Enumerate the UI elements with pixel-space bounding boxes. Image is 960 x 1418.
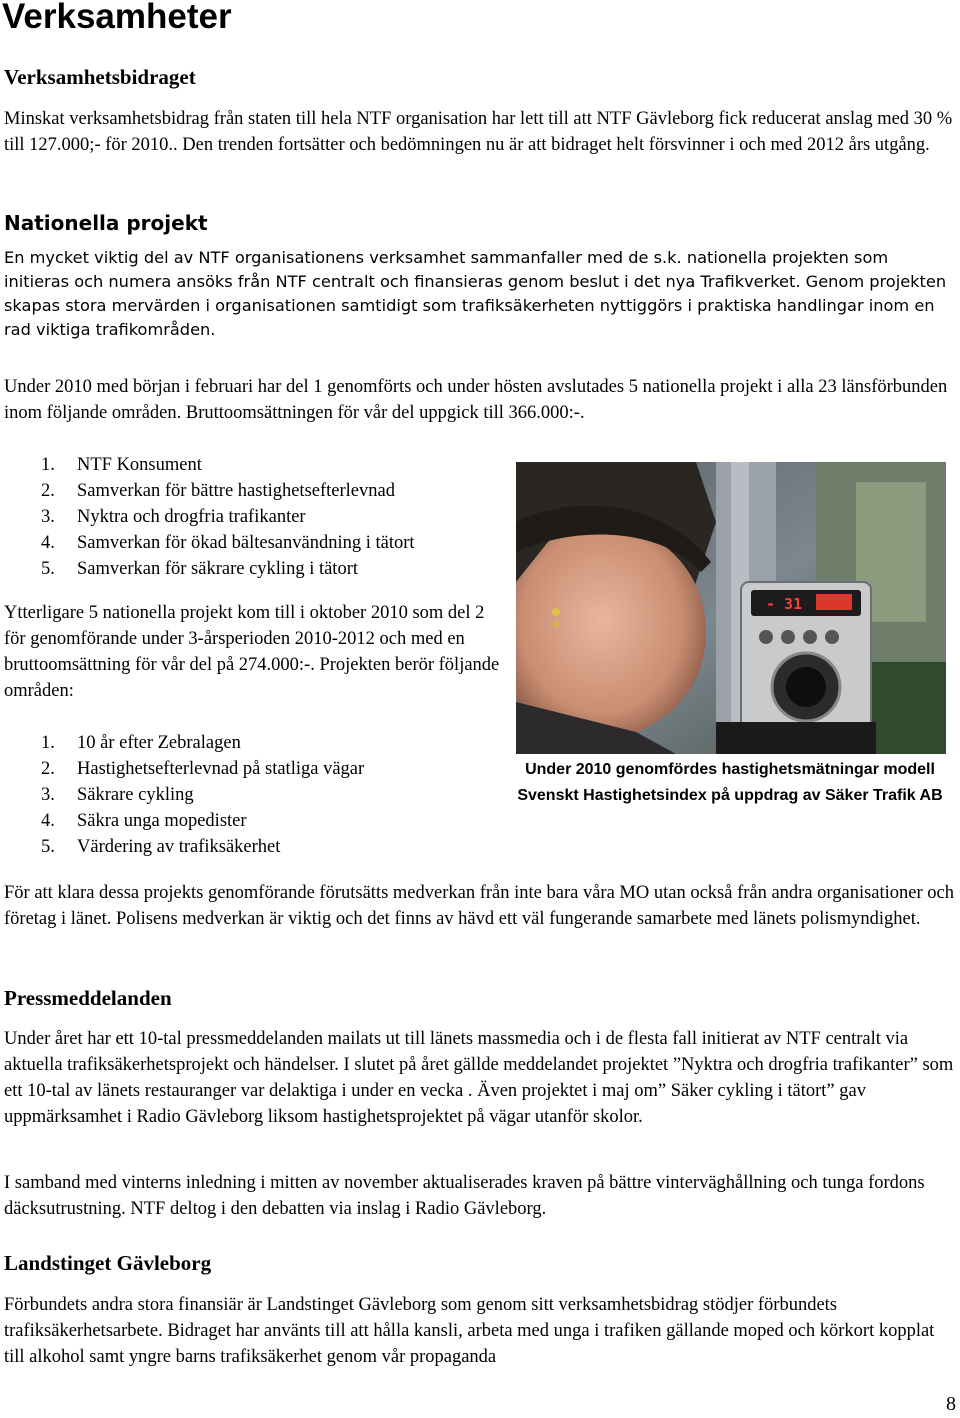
speed-measurement-photo bbox=[516, 462, 946, 754]
paragraph-verksamhetsbidraget: Minskat verksamhetsbidrag från staten till hela NTF organisation har lett till att NTF Gävleborg fick reducerat anslag med 30 % till 127.000;- för 2010.. Den trenden fortsätter och bedömningen nu är att bidraget helt försvinner i och med 2012 års utgång. bbox=[4, 109, 953, 155]
list-item: 5. Samverkan för säkrare cykling i tätort bbox=[41, 559, 358, 579]
heading-verksamhetsbidraget: Verksamhetsbidraget bbox=[4, 65, 196, 89]
list-projekt-del2 bbox=[4, 730, 364, 860]
paragraph-nationella-2010: Under 2010 med början i februari har del 1 genomförts och under hösten avslutades 5 nationella projekt i alla 23 länsförbunden inom följande områden. Bruttoomsättningen för vår del uppgick till 366.000:-. bbox=[4, 377, 948, 423]
list-item: 2. Hastighetsefterlevnad på statliga vägar bbox=[41, 759, 365, 779]
paragraph-press-1: Under året har ett 10-tal pressmeddelanden mailats ut till länets massmedia och i de flesta fall initierat av NTF centralt via aktuella trafiksäkerhetsprojekt och händelser. I slutet på året gällde meddelandet projektet ”Nyktra och drogfria trafikanter” som ett 10-tal av länets restauranger var delaktiga i under en vecka . Även projektet i maj om” Säker cykling i tätort” gav uppmärksamhet i Radio Gävleborg liksom hastighetsprojektet på vägar utanför skolor. bbox=[4, 1029, 954, 1127]
paragraph-nationella-medverkan: För att klara dessa projekts genomförande förutsätts medverkan från inte bara våra MO utan också från andra organisationer och företag i länet. Polisens medverkan är viktig och det finns av hävd ett väl fungerande samarbete med länets polismyndighet. bbox=[4, 883, 955, 929]
page-title: Verksamheter bbox=[2, 0, 232, 36]
list-item: 1. NTF Konsument bbox=[41, 455, 202, 475]
list-item: 2. Samverkan för bättre hastighetsefterlevnad bbox=[41, 481, 395, 501]
list-item: 4. Samverkan för ökad bältesanvändning i tätort bbox=[41, 533, 415, 553]
radar-display-text: - 31 bbox=[766, 595, 803, 613]
paragraph-landstinget: Förbundets andra stora finansiär är Landstinget Gävleborg som genom sitt verksamhetsbidrag stödjer förbundets trafiksäkerhetsarbete. Bidraget har använts till att hålla kansli, arbeta med unga i trafiken gällande moped och körkort kopplat till alkohol samt yngre barns trafiksäkerhet genom vår propaganda bbox=[4, 1295, 935, 1367]
page-number: 8 bbox=[946, 1393, 956, 1415]
heading-landstinget: Landstinget Gävleborg bbox=[4, 1251, 212, 1275]
list-item: 4. Säkra unga mopedister bbox=[41, 811, 247, 831]
photo-caption: Under 2010 genomfördes hastighetsmätningar modell Svenskt Hastighetsindex på uppdrag av Säker Trafik AB bbox=[517, 761, 943, 804]
paragraph-nationella-del2: Ytterligare 5 nationella projekt kom till i oktober 2010 som del 2 för genomförande under 3-årsperioden 2010-2012 och med en bruttoomsättning för vår del på 274.000:-. Projekten berör följande områden: bbox=[4, 603, 500, 701]
paragraph-nationella-intro: En mycket viktig del av NTF organisationens verksamhet sammanfaller med de s.k. nationella projekten som initieras och numera ansöks från NTF centralt och finansieras genom beslut i det nya Trafikverket. Genom projekten skapas stora mervärden i organisationen samtidigt som trafiksäkerheten nyttiggörs i praktiska handlingar inom en rad viktiga trafikområden. bbox=[4, 248, 947, 339]
paragraph-press-2: I samband med vinterns inledning i mitten av november aktualiserades kraven på bättre vinterväghållning och tunga fordons däcksutrustning. NTF deltog i den debatten via inslag i Radio Gävleborg. bbox=[4, 1173, 925, 1219]
list-projekt-del1 bbox=[4, 452, 415, 582]
list-item: 3. Nyktra och drogfria trafikanter bbox=[41, 507, 306, 527]
list-item: 3. Säkrare cykling bbox=[41, 785, 194, 805]
heading-pressmeddelanden: Pressmeddelanden bbox=[4, 986, 172, 1010]
heading-nationella-projekt: Nationella projekt bbox=[4, 211, 208, 235]
list-item: 1. 10 år efter Zebralagen bbox=[41, 733, 241, 753]
list-item: 5. Värdering av trafiksäkerhet bbox=[41, 837, 281, 857]
